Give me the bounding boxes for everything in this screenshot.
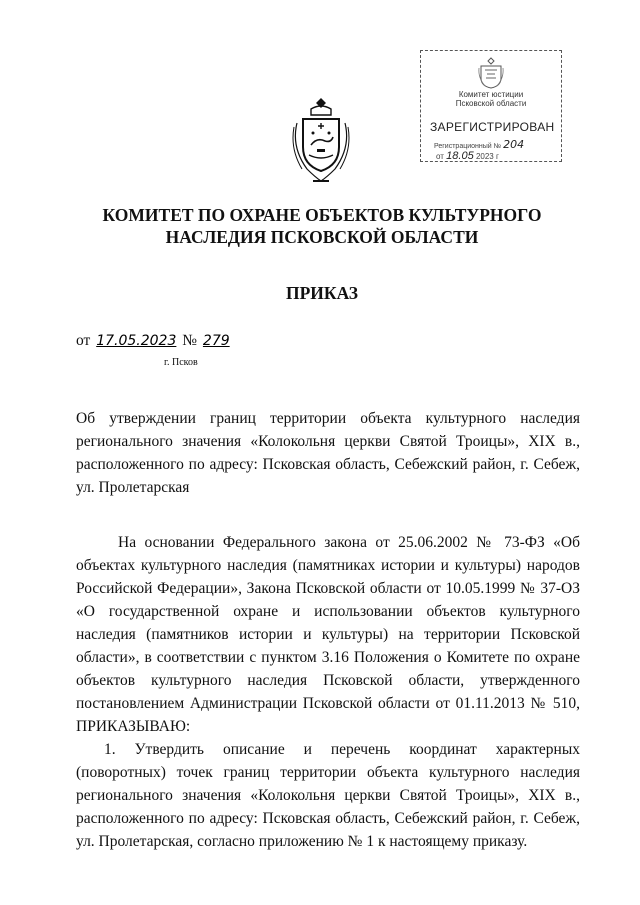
order-date-line xyxy=(76,332,232,350)
stamp-date xyxy=(436,150,499,162)
document-type: ПРИКАЗ xyxy=(285,283,359,303)
order-date-prefix: от xyxy=(76,332,91,349)
order-body xyxy=(76,531,580,853)
stamp-reg-label: Регистрационный № xyxy=(434,143,502,150)
order-number: 279 xyxy=(202,333,230,349)
body-preamble: На основании Федерального закона от 25.06.2002 № 73-ФЗ «Об объектах культурного наследия (памятниках истории и культуры) народов Российской Федерации», Закона Псковской области от 10.05.1999 № 37-ОЗ «О государственной охране и использовании объектов культурного наследия (памятников истории и культуры) на территории Псковской области», в соответствии с пунктом 3.16 Положения о Комитете по охране объектов культурного наследия Псковской области, утвержденного постановлением Администрации Псковской области от 01.11.2013 № 510, ПРИКАЗЫВАЮ: xyxy=(76,534,580,735)
registration-stamp xyxy=(420,50,562,162)
stamp-emblem-icon xyxy=(477,56,505,90)
stamp-registered-label: ЗАРЕГИСТРИРОВАН xyxy=(430,120,555,134)
stamp-date-prefix: от xyxy=(436,152,444,161)
order-subject: Об утверждении границ территории объекта культурного наследия регионального значения «Колокольня церкви Святой Троицы», XIX в., расположенного по адресу: Псковская область, Себежский район, г. Себеж, ул. Пролетарская xyxy=(76,410,580,496)
stamp-date-day: 18.05 xyxy=(446,150,474,162)
order-city: г. Псков xyxy=(164,357,198,368)
order-date: 17.05.2023 xyxy=(96,333,177,349)
stamp-organization xyxy=(420,90,562,108)
organization-title: КОМИТЕТ ПО ОХРАНЕ ОБЪЕКТОВ КУЛЬТУРНОГО НАСЛЕДИЯ ПСКОВСКОЙ ОБЛАСТИ xyxy=(102,205,542,247)
stamp-org-line1: Комитет юстиции xyxy=(458,90,524,99)
stamp-org-line2: Псковской области xyxy=(455,99,527,108)
order-number-sign: № xyxy=(182,332,198,349)
stamp-date-year: 2023 г xyxy=(475,152,499,161)
body-item-1: 1. Утвердить описание и перечень координат характерных (поворотных) точек границ территории объекта культурного наследия регионального значения «Колокольня церкви Святой Троицы», XIX в., расположенного по адресу: Псковская область, Себежский район, г. Себеж, ул. Пролетарская, согласно приложению № 1 к настоящему приказу. xyxy=(76,741,580,850)
stamp-reg-number-value: 204 xyxy=(503,138,525,151)
coat-of-arms-icon xyxy=(289,97,353,187)
